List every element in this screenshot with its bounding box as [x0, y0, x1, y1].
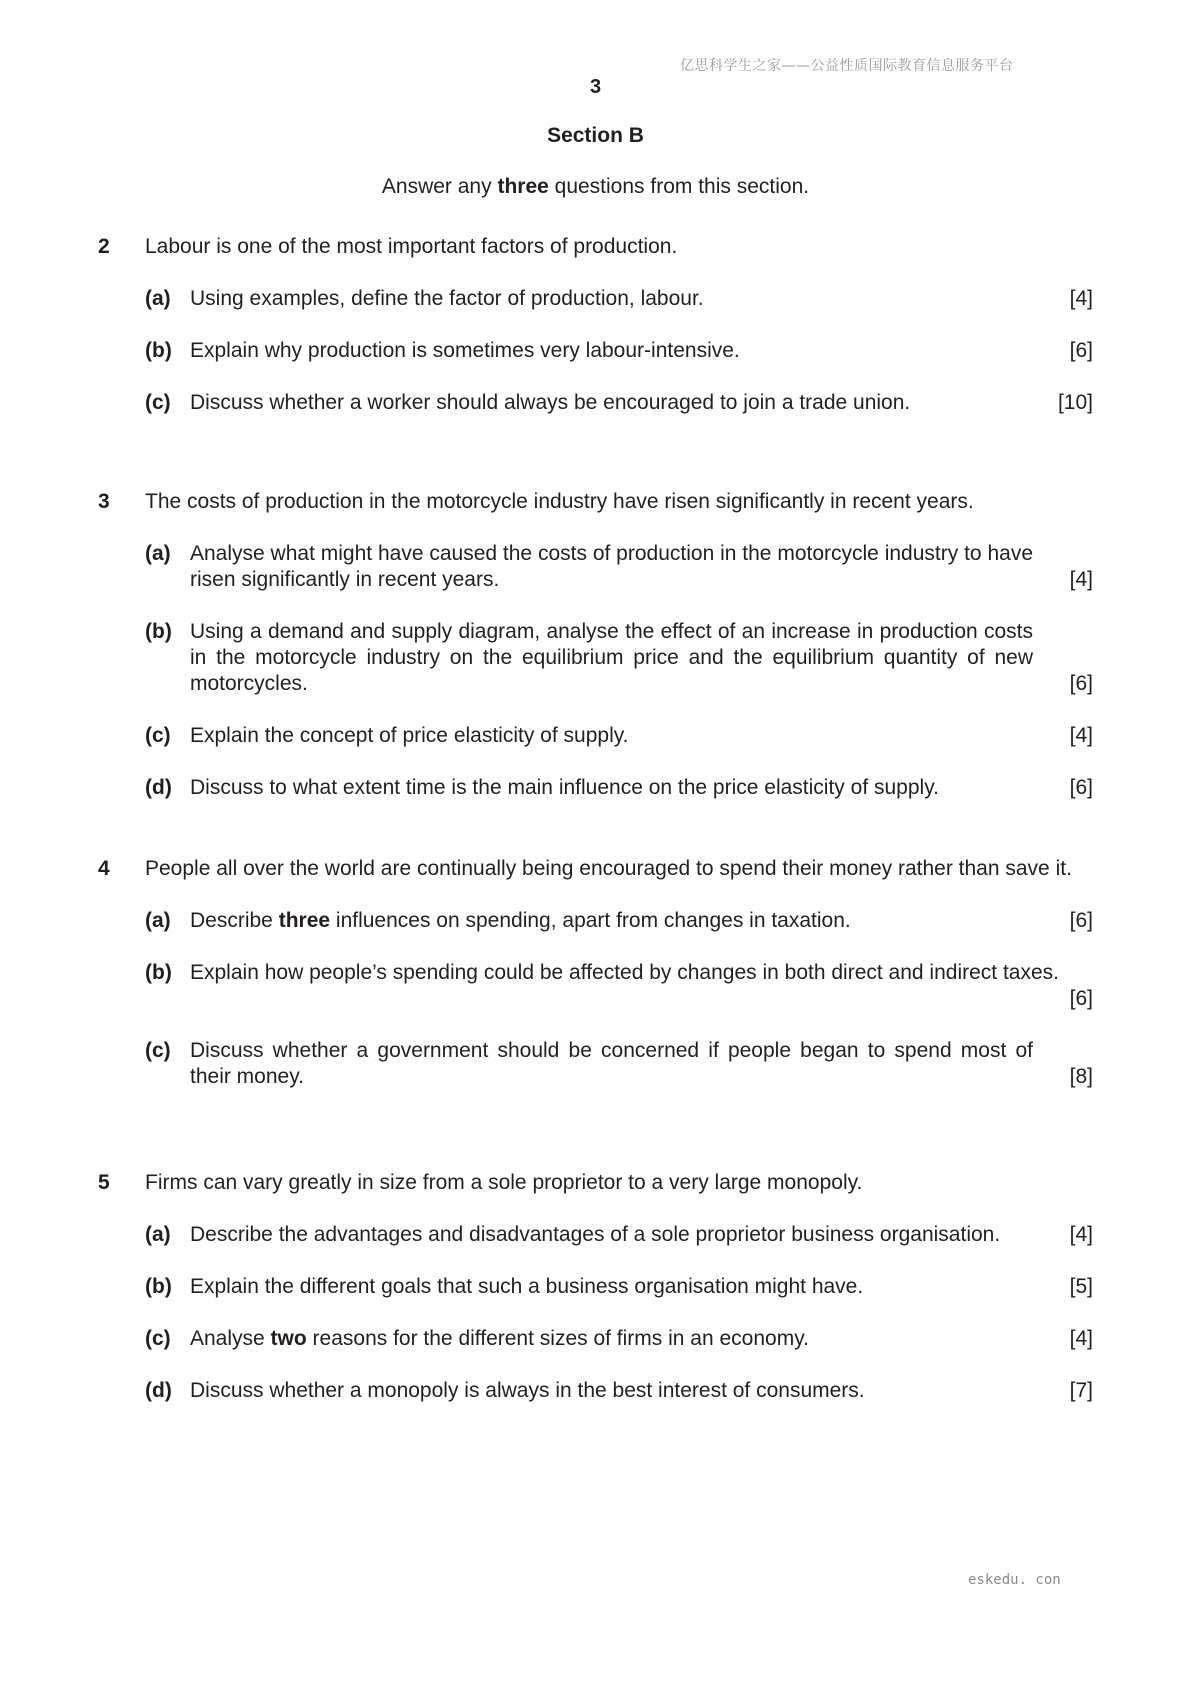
question-4 [98, 856, 1093, 1090]
question-part [98, 619, 1093, 697]
part-text: Using a demand and supply diagram, analyse the effect of an increase in production costs in the motorcycle industry on the equilibrium price and the equilibrium quantity of new motorcycles. [190, 620, 1033, 695]
part-text-after: reasons for the different sizes of firms in an economy. [306, 1327, 809, 1350]
part-marks: [6] [1069, 776, 1093, 799]
question-part [98, 908, 1093, 934]
question-part [98, 1378, 1093, 1404]
question-part [98, 338, 1093, 364]
part-label: (c) [145, 391, 171, 414]
part-marks: [4] [1069, 1223, 1093, 1246]
question-stem: The costs of production in the motorcycle industry have risen significantly in recent years. [145, 490, 974, 513]
part-text-after: influences on spending, apart from changes in taxation. [330, 909, 851, 932]
instruction-text-before: Answer any [381, 175, 498, 198]
part-text: Discuss whether a worker should always be encouraged to join a trade union. [190, 391, 911, 414]
part-text: Explain the concept of price elasticity of supply. [190, 724, 629, 747]
part-text-emphasis: three [278, 909, 331, 932]
question-part [98, 775, 1093, 801]
part-label: (b) [145, 1275, 172, 1298]
part-text: Explain how people’s spending could be affected by changes in both direct and indirect taxes. [190, 961, 1059, 984]
question-part [98, 1274, 1093, 1300]
question-part [98, 723, 1093, 749]
question-stem: People all over the world are continually being encouraged to spend their money rather than save it. [145, 857, 1072, 880]
question-number: 5 [98, 1171, 110, 1194]
part-label: (a) [145, 542, 171, 565]
part-marks: [4] [1069, 568, 1093, 591]
watermark-bottom: eskedu. con [968, 1572, 1061, 1588]
part-marks: [5] [1069, 1275, 1093, 1298]
part-marks: [6] [1069, 339, 1093, 362]
part-marks: [7] [1069, 1379, 1093, 1402]
part-text: Analyse what might have caused the costs of production in the motorcycle industry to have risen significantly in recent years. [190, 542, 1033, 591]
part-marks: [4] [1069, 724, 1093, 747]
part-marks: [8] [1069, 1065, 1093, 1088]
part-marks: [4] [1069, 1327, 1093, 1350]
instruction [0, 175, 1191, 199]
part-label: (c) [145, 1327, 171, 1350]
part-marks: [6] [1069, 672, 1093, 695]
part-label: (b) [145, 620, 172, 643]
question-number: 2 [98, 235, 110, 258]
part-marks: [6] [1069, 987, 1093, 1010]
question-5 [98, 1170, 1093, 1404]
question-part [98, 1222, 1093, 1248]
part-text-emphasis: two [270, 1327, 307, 1350]
part-label: (c) [145, 1039, 171, 1062]
question-part [98, 390, 1093, 416]
part-label: (a) [145, 1223, 171, 1246]
part-text-before: Analyse [190, 1327, 271, 1350]
part-text: Explain the different goals that such a business organisation might have. [190, 1275, 864, 1298]
part-text: Describe the advantages and disadvantages of a sole proprietor business organisation. [190, 1223, 1001, 1246]
part-marks: [10] [1057, 391, 1093, 414]
part-text: Discuss whether a monopoly is always in the best interest of consumers. [190, 1379, 865, 1402]
question-part [98, 541, 1093, 593]
instruction-emphasis: three [497, 175, 549, 198]
watermark-top: 亿思科学生之家——公益性质国际教育信息服务平台 [680, 58, 1014, 74]
page-number: 3 [589, 76, 602, 98]
part-marks: [6] [1069, 909, 1093, 932]
instruction-text-after: questions from this section. [548, 175, 810, 198]
question-3 [98, 489, 1093, 801]
part-text [190, 908, 1093, 934]
question-stem: Firms can vary greatly in size from a sole proprietor to a very large monopoly. [145, 1171, 863, 1194]
part-label: (a) [145, 909, 171, 932]
part-text: Explain why production is sometimes very labour-intensive. [190, 339, 740, 362]
question-part [98, 960, 1093, 1012]
question-part [98, 286, 1093, 312]
question-part [98, 1326, 1093, 1352]
question-2 [98, 234, 1093, 416]
part-text [190, 1326, 1093, 1352]
part-label: (b) [145, 961, 172, 984]
part-label: (c) [145, 724, 171, 747]
part-text-before: Describe [190, 909, 279, 932]
question-stem: Labour is one of the most important factors of production. [145, 235, 678, 258]
question-part [98, 1038, 1093, 1090]
part-label: (a) [145, 287, 171, 310]
part-label: (d) [145, 776, 172, 799]
question-number: 3 [98, 490, 110, 513]
part-text: Discuss to what extent time is the main influence on the price elasticity of supply. [190, 776, 939, 799]
part-label: (d) [145, 1379, 172, 1402]
part-text: Discuss whether a government should be concerned if people began to spend most of their money. [190, 1039, 1033, 1088]
part-text: Using examples, define the factor of production, labour. [190, 287, 704, 310]
part-marks: [4] [1069, 287, 1093, 310]
question-number: 4 [98, 857, 110, 880]
section-title: Section B [547, 124, 644, 147]
part-label: (b) [145, 339, 172, 362]
